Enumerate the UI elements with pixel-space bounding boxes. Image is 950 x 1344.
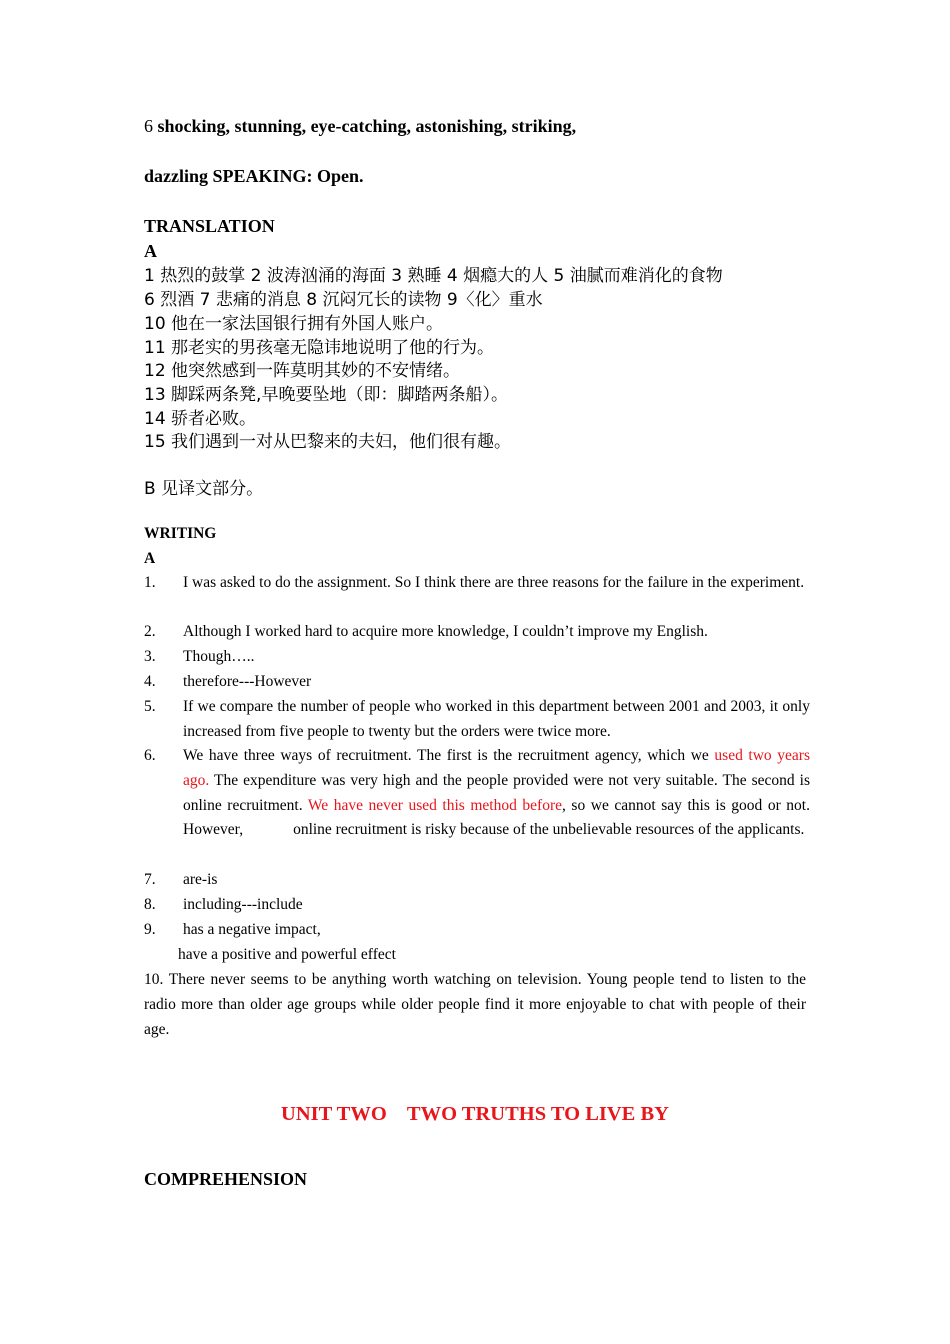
- item-text: I was asked to do the assignment. So I think there are three reasons for the failure in the experiment.: [183, 574, 805, 591]
- item-text-part: online recruitment is risky because of the unbelievable resources of the applicants.: [293, 821, 805, 839]
- translation-line: 14 骄者必败。: [144, 409, 257, 429]
- translation-line: 11 那老实的男孩毫无隐讳地说明了他的行为。: [144, 338, 495, 358]
- item-text: Though…..: [183, 648, 255, 665]
- writing-item: [144, 868, 810, 893]
- item-number: 3.: [144, 648, 156, 665]
- item-9-continuation: have a positive and powerful effect: [178, 946, 396, 963]
- writing-item: [144, 744, 810, 843]
- writing-item: [144, 893, 810, 918]
- translation-line: 10 他在一家法国银行拥有外国人账户。: [144, 314, 444, 334]
- writing-item: [144, 695, 810, 745]
- item-text: therefore---However: [183, 673, 312, 690]
- item-number: 6.: [144, 747, 156, 764]
- item-number: 1.: [144, 574, 156, 591]
- highlighted-text: We have never used this method before: [307, 796, 562, 814]
- highlighted-text: used two years ago.: [183, 747, 810, 789]
- comprehension-heading: COMPREHENSION: [144, 1169, 308, 1189]
- writing-item: [144, 670, 810, 695]
- writing-item: [144, 645, 810, 670]
- translation-line: 15 我们遇到一对从巴黎来的夫妇，他们很有趣。: [144, 432, 512, 452]
- unit-title: UNIT TWO TWO TRUTHS TO LIVE BY: [281, 1103, 669, 1125]
- translation-part-b: B 见译文部分。: [144, 479, 264, 499]
- writing-item: [144, 571, 810, 596]
- item-number: 7.: [144, 871, 156, 888]
- translation-part-a: A: [144, 241, 157, 261]
- writing-item: [144, 918, 810, 943]
- item-number: 8.: [144, 896, 156, 913]
- translation-heading: TRANSLATION: [144, 216, 275, 236]
- writing-item-10: 10. There never seems to be anything worth watching on television. Young people tend to listen to the radio more than older age groups while older people find it more enjoyable to chat with people of their age.: [144, 971, 806, 1038]
- writing-heading: WRITING: [144, 525, 217, 542]
- item-text: are-is: [183, 871, 218, 888]
- item-number: 4.: [144, 673, 156, 690]
- translation-line: 12 他突然感到一阵莫明其妙的不安情绪。: [144, 361, 461, 381]
- item-text-part: , so we cannot say this is good or not. However,: [183, 796, 810, 839]
- writing-item: [144, 620, 810, 645]
- exercise-6-words: shocking, stunning, eye-catching, astonishing, striking,: [157, 116, 577, 136]
- item-number: 9.: [144, 921, 156, 938]
- translation-line: 13 脚踩两条凳,早晚要坠地（即：脚踏两条船）。: [144, 385, 508, 405]
- item-number: 5.: [144, 698, 156, 715]
- item-number: 2.: [144, 623, 156, 640]
- item-text: [183, 744, 810, 843]
- item-text-part: We have three ways of recruitment. The first is the recruitment agency, which we: [183, 747, 715, 764]
- writing-part-a: A: [144, 550, 156, 567]
- exercise-6-words-cont: dazzling SPEAKING: Open.: [144, 166, 364, 186]
- exercise-6-number: 6: [144, 116, 153, 136]
- exercise-6-line: [144, 114, 576, 138]
- translation-line: 1 热烈的鼓掌 2 波涛汹涌的海面 3 熟睡 4 烟瘾大的人 5 油腻而难消化的食物: [144, 266, 723, 286]
- item-text-part: The expenditure was very high and the people provided were not very suitable. The second is online recruitment.: [183, 771, 810, 814]
- translation-line: 6 烈酒 7 悲痛的消息 8 沉闷冗长的读物 9〈化〉重水: [144, 290, 543, 310]
- item-text: including---include: [183, 896, 303, 913]
- item-text: Although I worked hard to acquire more knowledge, I couldn’t improve my English.: [183, 623, 708, 640]
- item-text: has a negative impact,: [183, 921, 321, 938]
- item-text: If we compare the number of people who worked in this department between 2001 and 2003, it only increased from five people to twenty but the orders were twice more.: [183, 698, 810, 740]
